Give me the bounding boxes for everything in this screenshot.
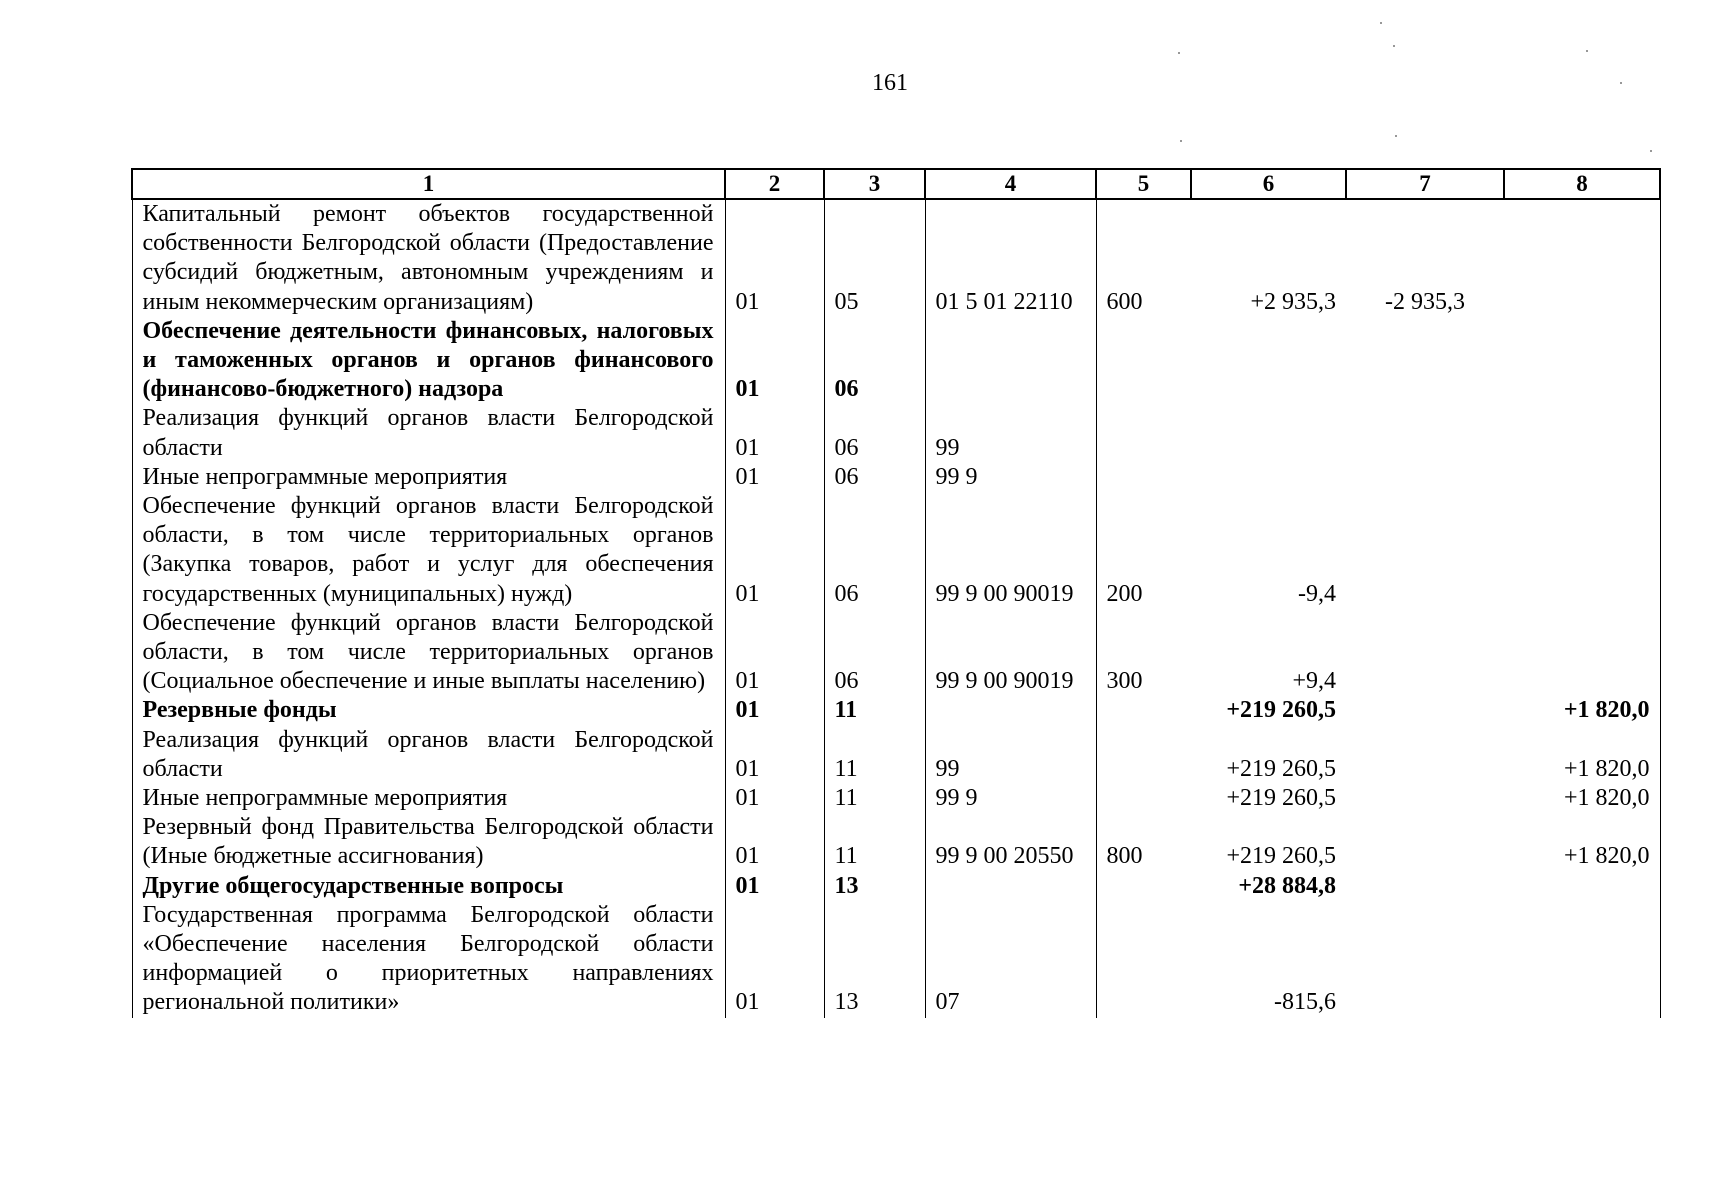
column-header-3: 3 — [824, 169, 925, 199]
cell-section: 01 — [725, 492, 824, 609]
table-row — [132, 726, 1660, 784]
cell-amount-col8: +1 820,0 — [1504, 726, 1660, 784]
cell-expense-type — [1096, 901, 1191, 1018]
row-name: Обеспечение функций органов власти Белгородской области, в том числе территориальных органов (Социальное обеспечение и иные выплаты населению) — [132, 609, 725, 697]
cell-subsection: 13 — [824, 901, 925, 1018]
table-row — [132, 463, 1660, 492]
cell-amount-col7 — [1346, 784, 1504, 813]
table-row — [132, 609, 1660, 697]
cell-expense-type — [1096, 696, 1191, 725]
cell-amount-col7 — [1346, 609, 1504, 697]
cell-target-article: 99 9 — [925, 463, 1096, 492]
column-header-2: 2 — [725, 169, 824, 199]
cell-section: 01 — [725, 609, 824, 697]
cell-subsection: 11 — [824, 726, 925, 784]
row-name: Другие общегосударственные вопросы — [132, 872, 725, 901]
cell-target-article: 99 9 00 90019 — [925, 609, 1096, 697]
cell-section: 01 — [725, 784, 824, 813]
table-row — [132, 901, 1660, 1018]
cell-amount-col6: +2 935,3 — [1250, 288, 1336, 315]
scan-speck — [1380, 22, 1382, 24]
cell-subsection: 11 — [824, 696, 925, 725]
cell-amount-col8: +1 820,0 — [1504, 784, 1660, 813]
column-header-1: 1 — [132, 169, 725, 199]
cell-expense-type: 800 — [1106, 843, 1143, 870]
cell-section: 01 — [725, 813, 824, 871]
table-row — [132, 317, 1660, 405]
cell-subsection: 06 — [824, 463, 925, 492]
cell-subsection: 06 — [824, 492, 925, 609]
cell-target-article — [925, 317, 1096, 405]
column-header-6: 6 — [1191, 169, 1346, 199]
cell-amount-col7 — [1346, 726, 1504, 784]
scan-speck — [1586, 50, 1588, 52]
cell-target-article: 99 — [925, 404, 1096, 462]
cell-subsection: 06 — [824, 404, 925, 462]
row-name: Резервный фонд Правительства Белгородской области (Иные бюджетные ассигнования) — [132, 813, 725, 871]
cell-amount-col7 — [1346, 492, 1504, 609]
cell-amount-col8 — [1504, 404, 1660, 462]
cell-expense-type — [1096, 784, 1191, 813]
cell-amount-col6: +219 260,5 — [1226, 755, 1336, 782]
cell-subsection: 06 — [824, 317, 925, 405]
column-header-5: 5 — [1096, 169, 1191, 199]
column-header-7: 7 — [1346, 169, 1504, 199]
row-name: Обеспечение функций органов власти Белгородской области, в том числе территориальных органов (Закупка товаров, работ и услуг для обеспечения государственных (муниципальных) нужд) — [132, 492, 725, 609]
cell-amount-col8 — [1504, 872, 1660, 901]
cell-expense-type: 600 — [1106, 288, 1143, 315]
cell-subsection: 11 — [824, 813, 925, 871]
scan-speck — [1620, 82, 1622, 84]
cell-expense-type: 200 — [1106, 580, 1143, 607]
row-name: Государственная программа Белгородской области «Обеспечение населения Белгородской области информацией о приоритетных направлениях региональной политики» — [132, 901, 725, 1018]
column-header-4: 4 — [925, 169, 1096, 199]
row-name: Резервные фонды — [132, 696, 725, 725]
cell-subsection: 06 — [824, 609, 925, 697]
cell-amount-col6 — [1191, 404, 1346, 462]
cell-section: 01 — [725, 696, 824, 725]
cell-section: 01 — [725, 404, 824, 462]
cell-section: 01 — [725, 872, 824, 901]
cell-subsection: 05 — [824, 199, 925, 317]
cell-amount-col8 — [1504, 901, 1660, 1018]
row-name: Капитальный ремонт объектов государственной собственности Белгородской области (Предоставление субсидий бюджетным, автономным учреждениям и иным некоммерческим организациям) — [132, 199, 725, 317]
cell-amount-col7 — [1346, 813, 1504, 871]
row-name: Обеспечение деятельности финансовых, налоговых и таможенных органов и органов финансового (финансово-бюджетного) надзора — [132, 317, 725, 405]
cell-amount-col8 — [1504, 199, 1660, 317]
table-row — [132, 872, 1660, 901]
row-name: Иные непрограммные мероприятия — [132, 784, 725, 813]
cell-target-article — [925, 872, 1096, 901]
cell-amount-col6: +9,4 — [1292, 668, 1336, 695]
budget-table-body — [132, 199, 1660, 1018]
table-row — [132, 404, 1660, 462]
cell-amount-col7 — [1346, 901, 1504, 1018]
cell-amount-col7 — [1346, 463, 1504, 492]
cell-amount-col7 — [1346, 317, 1504, 405]
cell-amount-col6: +219 260,5 — [1226, 785, 1336, 812]
table-row — [132, 813, 1660, 871]
cell-expense-type: 300 — [1106, 668, 1143, 695]
cell-target-article: 99 — [925, 726, 1096, 784]
scan-speck — [1393, 45, 1395, 47]
cell-target-article: 07 — [925, 901, 1096, 1018]
cell-section: 01 — [725, 199, 824, 317]
scan-speck — [1650, 150, 1652, 152]
scan-speck — [1395, 135, 1397, 137]
cell-expense-type — [1096, 317, 1191, 405]
cell-amount-col6: +219 260,5 — [1226, 843, 1336, 870]
cell-subsection: 13 — [824, 872, 925, 901]
cell-amount-col7 — [1346, 872, 1504, 901]
table-row — [132, 784, 1660, 813]
budget-table-sheet — [131, 168, 1659, 1114]
budget-table — [131, 168, 1661, 1018]
cell-expense-type — [1096, 404, 1191, 462]
table-row — [132, 492, 1660, 609]
cell-expense-type — [1096, 872, 1191, 901]
cell-amount-col8: +1 820,0 — [1504, 696, 1660, 725]
cell-amount-col6 — [1191, 463, 1346, 492]
cell-amount-col6: -9,4 — [1298, 580, 1336, 607]
cell-section: 01 — [725, 317, 824, 405]
cell-target-article: 99 9 — [925, 784, 1096, 813]
cell-amount-col7: -2 935,3 — [1385, 288, 1465, 315]
cell-target-article: 99 9 00 90019 — [925, 492, 1096, 609]
cell-amount-col8 — [1504, 492, 1660, 609]
cell-section: 01 — [725, 901, 824, 1018]
row-name: Реализация функций органов власти Белгородской области — [132, 404, 725, 462]
cell-amount-col8: +1 820,0 — [1504, 813, 1660, 871]
page-number: 161 — [872, 70, 908, 96]
cell-amount-col8 — [1504, 609, 1660, 697]
cell-amount-col6: +219 260,5 — [1226, 697, 1336, 724]
row-name: Иные непрограммные мероприятия — [132, 463, 725, 492]
cell-amount-col6 — [1191, 317, 1346, 405]
cell-amount-col8 — [1504, 317, 1660, 405]
table-row — [132, 696, 1660, 725]
cell-section: 01 — [725, 463, 824, 492]
table-row — [132, 199, 1660, 317]
cell-target-article: 99 9 00 20550 — [925, 813, 1096, 871]
cell-amount-col7 — [1346, 404, 1504, 462]
cell-expense-type — [1096, 463, 1191, 492]
column-header-8: 8 — [1504, 169, 1660, 199]
cell-expense-type — [1096, 726, 1191, 784]
cell-target-article: 01 5 01 22110 — [925, 199, 1096, 317]
cell-section: 01 — [725, 726, 824, 784]
cell-amount-col6: -815,6 — [1274, 989, 1336, 1016]
cell-subsection: 11 — [824, 784, 925, 813]
scan-speck — [1178, 52, 1180, 54]
row-name: Реализация функций органов власти Белгородской области — [132, 726, 725, 784]
cell-amount-col8 — [1504, 463, 1660, 492]
cell-amount-col7 — [1346, 696, 1504, 725]
cell-amount-col6: +28 884,8 — [1238, 872, 1336, 899]
column-number-header-row — [132, 169, 1660, 199]
scan-speck — [1180, 140, 1182, 142]
cell-target-article — [925, 696, 1096, 725]
